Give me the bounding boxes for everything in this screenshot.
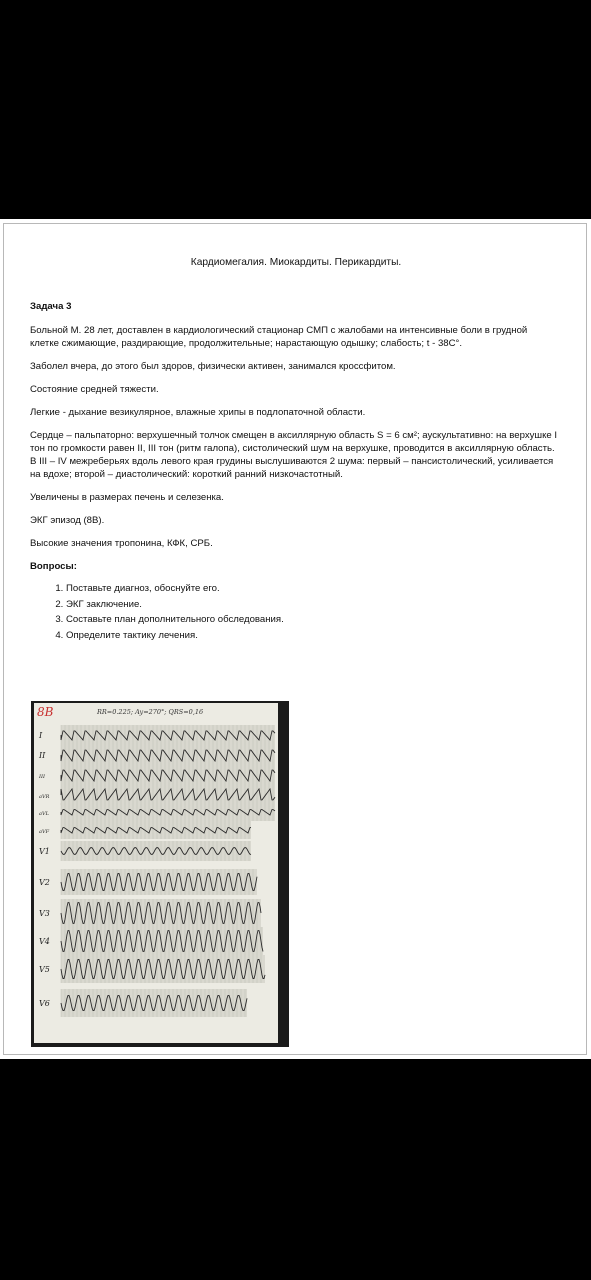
document-title: Кардиомегалия. Миокардиты. Перикардиты. — [190, 257, 402, 268]
ecg-lead-label: aVL — [39, 811, 49, 817]
ecg-figure-number: 8В — [37, 705, 54, 719]
paragraph-condition: Состояние средней тяжести. — [30, 384, 159, 395]
task-title: Задача 3 — [30, 301, 72, 312]
question-item: 3. Составьте план дополнительного обследования. — [66, 612, 558, 628]
paragraph-heart: Сердце – пальпаторно: верхушечный толчок смещен в аксиллярную область S = 6 см²; аускультативно: на верхушке I тон по громкости равен II, III тон (ритм галопа), систолический шум на верхушке, проводится в аксиллярную область. В III – IV межреберьях вдоль левого края грудины выслушиваются 2 шума: первый – пансистолический, усиливается на вдохе; второй – диастолический: короткий ранний низкочастотный. — [30, 430, 558, 480]
paragraph-liver: Увеличены в размерах печень и селезенка. — [30, 492, 224, 503]
ecg-lead-label: V4 — [39, 937, 50, 946]
ecg-lead-label: I — [39, 731, 43, 740]
ecg-image — [31, 701, 289, 1047]
questions-title: Вопросы: — [30, 561, 77, 572]
paragraph-labs: Высокие значения тропонина, КФК, СРБ. — [30, 538, 213, 549]
ecg-tracing — [31, 701, 289, 1047]
ecg-header-text: RR=0.225; Ay=270°; QRS=0,16 — [97, 708, 204, 716]
ecg-lead-label: aVF — [39, 829, 50, 835]
document-page — [0, 219, 591, 1059]
ecg-lead-label: V1 — [39, 847, 50, 856]
ecg-lead-label: III — [39, 774, 45, 780]
ecg-lead-label: V2 — [39, 878, 50, 887]
ecg-lead-label: V5 — [39, 965, 50, 974]
paragraph-history: Заболел вчера, до этого был здоров, физически активен, занимался кроссфитом. — [30, 361, 396, 372]
ecg-grid-band — [61, 841, 251, 861]
paragraph-lungs: Легкие - дыхание везикулярное, влажные хрипы в подлопаточной области. — [30, 407, 366, 418]
questions-list — [30, 581, 558, 643]
question-item: 2. ЭКГ заключение. — [66, 597, 558, 613]
page-border — [3, 223, 587, 1055]
ecg-grid-band — [61, 869, 257, 895]
ecg-lead-label: II — [39, 751, 46, 760]
ecg-lead-label: V3 — [39, 909, 50, 918]
document-content — [30, 300, 558, 643]
ecg-lead-label: V6 — [39, 999, 50, 1008]
question-item: 4. Определите тактику лечения. — [66, 628, 558, 644]
paragraph-complaints: Больной М. 28 лет, доставлен в кардиологический стационар СМП с жалобами на интенсивные боли в грудной клетке сжимающие, раздирающие, продолжительные; нарастающую одышку; слабость; t - 38С°. — [30, 325, 528, 349]
ecg-lead-label: aVR — [39, 794, 50, 800]
question-item: 1. Поставьте диагноз, обоснуйте его. — [66, 581, 558, 597]
paragraph-ecg: ЭКГ эпизод (8В). — [30, 515, 105, 526]
